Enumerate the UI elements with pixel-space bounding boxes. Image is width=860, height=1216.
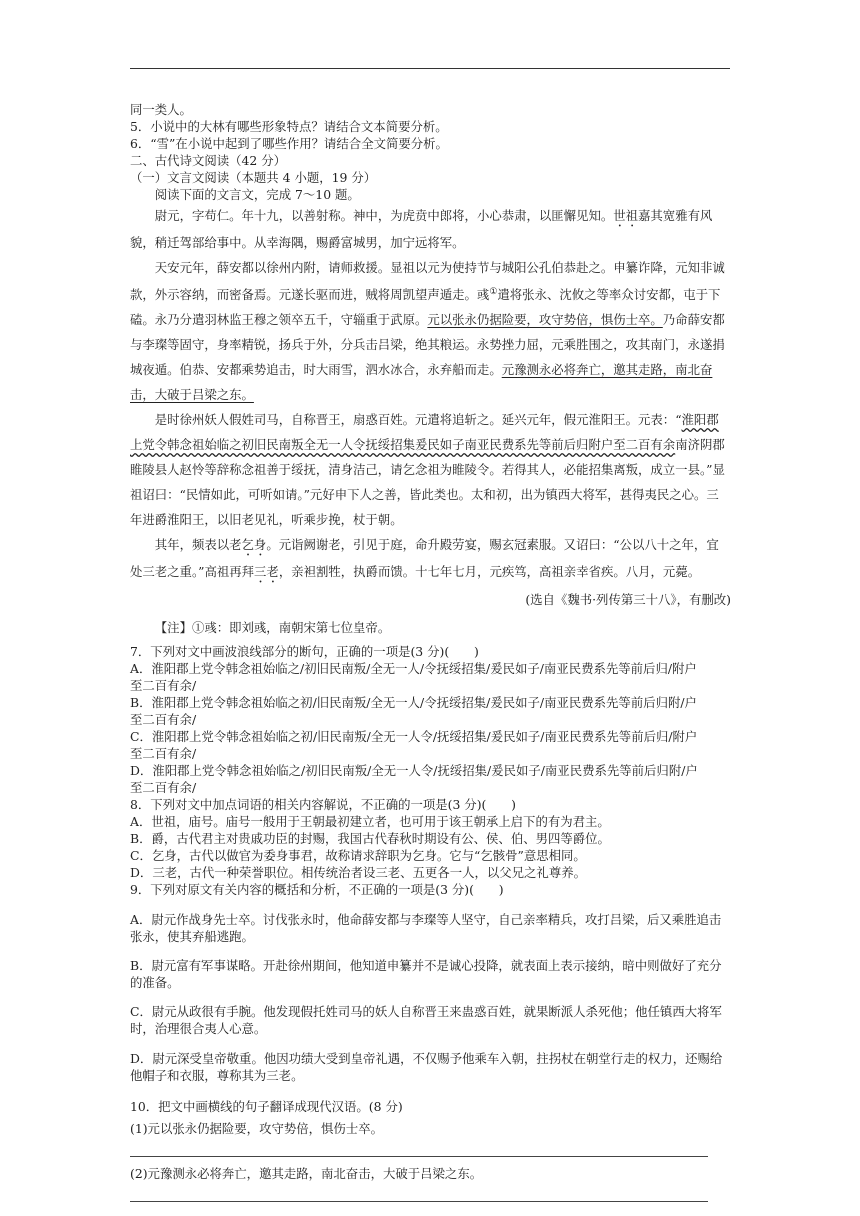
passage-text: 嘉其宽雅有风貌，稍迁驾部给事中。从幸海隅，赐爵富城男，加宁远将军。 bbox=[130, 208, 713, 250]
question-10 bbox=[130, 1096, 731, 1202]
passage-text: ，亲袒割牲，执爵而馈。十七年七月，元疾笃，高祖亲幸省疾。八月，元薨。 bbox=[278, 564, 701, 580]
q7-option-a-cont: 至二百有余/ bbox=[130, 678, 197, 694]
passage-paragraph-3 bbox=[130, 407, 731, 532]
source-citation: (选自《魏书·列传第三十八》，有删改) bbox=[525, 592, 731, 608]
dotted-term-sanlao: 三老 bbox=[254, 564, 279, 580]
q8-option-c: C．乞身，古代以做官为委身事君，故称请求辞职为乞身。它与“乞骸骨”意思相同。 bbox=[130, 848, 586, 864]
header-rule bbox=[130, 68, 730, 69]
q7-option-b-cont: 至二百有余/ bbox=[130, 712, 197, 728]
dotted-term-qishen: 乞身 bbox=[241, 537, 267, 553]
question-8-stem: 8．下列对文中加点词语的相关内容解说，不正确的一项是(3 分)( ) bbox=[130, 797, 516, 813]
passage-text: 乃命薛安都与李璨等固守，身率精锐，扬兵于外，分兵击吕梁，绝其粮运。永势挫力屈，元乘胜围之，攻其南门，永遂捐城夜遁。伯恭、安都乘势追击，时大雨雪，泗水冰合，永弃船而走。 bbox=[130, 312, 725, 378]
question-9-stem: 9．下列对原文有关内容的概括和分析，不正确的一项是(3 分)( ) bbox=[130, 882, 504, 898]
prev-fragment: 同一类人。 bbox=[130, 102, 192, 117]
q7-option-d: D．淮阳郡上党令韩念祖始临之/初旧民南叛/全无一人令/抚绥招集/爰民如子/南亚民费系先等前后归附/户 bbox=[130, 763, 698, 779]
question-8 bbox=[130, 796, 731, 881]
question-6: 6．“雪”在小说中起到了哪些作用？请结合全文简要分析。 bbox=[130, 136, 448, 151]
q8-option-b: B．爵，古代君主对贵戚功臣的封赐，我国古代春秋时期设有公、侯、伯、男四等爵位。 bbox=[130, 831, 610, 847]
q9-option-d: D．尉元深受皇帝敬重。他因功绩大受到皇帝礼遇，不仅赐予他乘车入朝，拄拐杖在朝堂行走的权力，还赐给他帽子和衣服，尊称其为三老。 bbox=[130, 1050, 723, 1083]
section-heading: 二、古代诗文阅读（42 分） bbox=[130, 153, 287, 168]
passage-text: 是时徐州妖人假姓司马，自称晋王，扇惑百姓。元遣将追斩之。延兴元年，假元淮阳王。元表：“ bbox=[154, 412, 682, 428]
passage bbox=[130, 203, 731, 586]
question-10-stem: 10．把文中画横线的句子翻译成现代汉语。(8 分) bbox=[130, 1099, 403, 1115]
q8-option-a: A．世祖，庙号。庙号一般用于王朝最初建立者，也可用于该王朝承上启下的有为君主。 bbox=[130, 814, 610, 830]
reading-instruction: 阅读下面的文言文，完成 7～10 题。 bbox=[154, 187, 360, 202]
subsection-heading: （一）文言文阅读（本题共 4 小题，19 分） bbox=[130, 170, 377, 185]
question-7-stem: 7．下列对文中画波浪线部分的断句，正确的一项是(3 分)( ) bbox=[130, 644, 479, 660]
wavy-underlined-passage: 淮阳郡上党令韩念祖始临之初旧民南叛全无一人令抚绥招集爰民如子南亚民费系先等前后归附户至二百有余 bbox=[130, 412, 719, 453]
passage-text: 尉元，字苟仁。年十九，以善射称。神中，为虎贲中郎将，小心恭肃，以匪懈见知。 bbox=[154, 208, 614, 223]
passage-text: 其年，频表以老 bbox=[154, 537, 242, 553]
answer-line-1[interactable] bbox=[130, 1142, 708, 1157]
dotted-term-shizu: 世祖 bbox=[613, 208, 639, 223]
q10-sentence-2: (2)元豫测永必将奔亡，邀其走路，南北奋击，大破于吕梁之东。 bbox=[130, 1166, 483, 1182]
q9-option-b: B．尉元富有军事谋略。开赴徐州期间，他知道申纂并不是诚心投降，就表面上表示接纳，暗中则做好了充分的准备。 bbox=[130, 957, 722, 990]
q7-option-c-cont: 至二百有余/ bbox=[130, 746, 197, 762]
underlined-sentence-2: 元豫测永必将奔亡，邀其走路，南北奋击，大破于吕梁之东。 bbox=[130, 362, 713, 403]
answer-line-2[interactable] bbox=[130, 1187, 708, 1202]
question-9 bbox=[130, 881, 731, 1084]
q9-option-c: C．尉元从政很有手腕。他发现假托姓司马的妖人自称晋王来蛊惑百姓，就果断派人杀死他；他任镇西大将军时，治理很合夷人心意。 bbox=[130, 1004, 722, 1037]
note-text: 彧：即刘彧，南朝宋第七位皇帝。 bbox=[204, 620, 391, 636]
passage-paragraph-1 bbox=[130, 203, 731, 255]
question-7 bbox=[130, 643, 731, 796]
passage-text: 南济阴郡睢陵县人赵怜等辞称念祖善于绥抚，清身洁己，请乞念祖为睢陵令。若得其人，必能招集离叛，成立一县。”显祖诏曰：“民情如此，可听如请。”元好申下人之善，皆此类也。太和初，出为镇西大将军，甚得夷民之心。三年进爵淮阳王，以旧老见礼，听乘步挽，杖于朝。 bbox=[130, 437, 725, 528]
underlined-sentence-1: 元以张永仍据险要，攻守势倍，惧伤士卒。 bbox=[427, 312, 663, 328]
passage-paragraph-4 bbox=[130, 532, 731, 586]
note-marker: ① bbox=[191, 620, 205, 636]
footnote-marker: ① bbox=[489, 287, 498, 297]
q8-option-d: D．三老，古代一种荣誉职位。相传统治者设三老、五更各一人，以父兄之礼尊养。 bbox=[130, 865, 586, 881]
footnote bbox=[130, 617, 731, 639]
q7-option-b: B．淮阳郡上党令韩念祖始临之初/旧民南叛/全无一人/令抚绥招集/爰民如子/南亚民费系先等前后归附/户 bbox=[130, 695, 697, 711]
note-label: 【注】 bbox=[154, 620, 192, 636]
q7-option-c: C．淮阳郡上党令韩念祖始临之初/旧民南叛/全无一人令/抚绥招集/爰民如子/南亚民费系先等前后归/附户 bbox=[130, 729, 698, 745]
passage-text: 天安元年，薛安都以徐州内附，请师救援。显祖以元为使持节与城阳公孔伯恭赴之。申纂诈降，元知非诚款，外示容纳，而密备焉。元遂长驱而进，贼将周凯望声遁走。彧 bbox=[130, 260, 725, 303]
passage-text: 。元诣阙谢老，引见于庭，命升殿劳宴，赐玄冠素服。又诏曰：“公以八十之年，宜处三老之重。”高祖再拜 bbox=[130, 537, 719, 580]
passage-paragraph-2 bbox=[130, 255, 731, 407]
passage-text: 遣将张永、沈攸之等率众讨安都，屯于下磕。永乃分遣羽林监王穆之领卒五千，守辎重于武原。 bbox=[130, 287, 721, 328]
q10-sentence-1: (1)元以张永仍据险要，攻守势倍，惧伤士卒。 bbox=[130, 1121, 383, 1137]
q7-option-a: A．淮阳郡上党令韩念祖始临之/初旧民南叛/全无一人/令抚绥招集/爰民如子/南亚民费系先等前后归/附户 bbox=[130, 661, 697, 677]
q9-option-a: A．尉元作战身先士卒。讨伐张永时，他命薛安都与李璨等人坚守，自己亲率精兵，攻打吕梁，后又乘胜追击张永，使其弃船逃跑。 bbox=[130, 911, 722, 944]
question-5: 5．小说中的大林有哪些形象特点？请结合文本简要分析。 bbox=[130, 119, 448, 134]
q7-option-d-cont: 至二百有余/ bbox=[130, 780, 197, 796]
document-content bbox=[130, 101, 731, 1208]
